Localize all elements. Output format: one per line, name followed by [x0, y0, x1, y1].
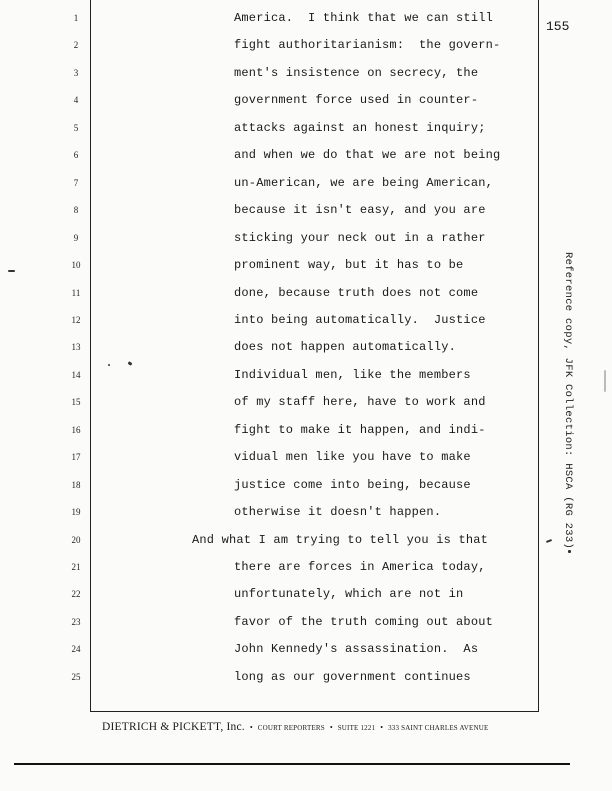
transcript-line: into being automatically. Justice: [234, 312, 486, 327]
reference-copy-stamp: Reference copy, JFK Collection: HSCA (RG 233): [562, 252, 574, 550]
bullet-separator: •: [329, 723, 333, 732]
transcript-line: justice come into being, because: [234, 477, 471, 492]
transcript-line: favor of the truth coming out about: [234, 614, 494, 629]
transcript-line: and when we do that we are not being: [234, 148, 501, 163]
bullet-separator: •: [380, 723, 384, 732]
transcript-line: because it isn't easy, and you are: [234, 203, 486, 218]
transcript-line: fight to make it happen, and indi-: [234, 422, 486, 437]
line-number: 19: [71, 507, 81, 518]
transcript-line: And what I am trying to tell you is that: [192, 532, 489, 547]
line-number: 10: [71, 260, 81, 271]
line-number: 17: [71, 452, 81, 463]
transcript-line: government force used in counter-: [234, 93, 479, 108]
transcript-line: otherwise it doesn't happen.: [234, 505, 442, 520]
line-number: 5: [73, 122, 79, 133]
scan-speck: [546, 539, 552, 543]
bottom-margin-rule: [90, 711, 539, 712]
transcript-line: un-American, we are being American,: [234, 175, 494, 190]
line-number: 12: [71, 314, 81, 325]
line-number: 25: [71, 671, 81, 682]
line-number: 23: [71, 616, 81, 627]
scan-speck: [568, 550, 571, 553]
scan-speck: [8, 270, 15, 272]
transcript-line: long as our government continues: [234, 669, 471, 684]
scan-speck: [128, 361, 133, 366]
line-number: 1: [73, 13, 79, 23]
line-number: 16: [71, 424, 81, 435]
line-number: 3: [73, 67, 79, 78]
line-number: 21: [71, 562, 81, 572]
transcript-line: America. I think that we can still: [234, 11, 494, 25]
address-label: 333 SAINT CHARLES AVENUE: [388, 724, 489, 732]
bullet-separator: •: [249, 723, 253, 732]
transcript-line: fight authoritarianism: the govern-: [234, 38, 501, 53]
transcript-line: of my staff here, have to work and: [234, 395, 486, 410]
line-number: 11: [71, 287, 81, 298]
transcript-line: Individual men, like the members: [234, 367, 471, 382]
line-number: 24: [71, 644, 81, 655]
scan-speck: [108, 364, 110, 366]
line-number: 14: [71, 369, 81, 380]
transcript-line: unfortunately, which are not in: [234, 587, 464, 602]
line-number: 13: [71, 342, 81, 353]
transcript-line: John Kennedy's assassination. As: [234, 642, 479, 657]
line-number: 2: [73, 40, 79, 51]
transcript-line: attacks against an honest inquiry;: [234, 120, 486, 135]
line-number: 18: [71, 479, 81, 490]
transcript-line: ment's insistence on secrecy, the: [234, 65, 479, 80]
line-number: 7: [73, 177, 79, 188]
line-number: 20: [71, 534, 81, 545]
court-reporter-footer: [102, 717, 489, 735]
court-reporters-label: COURT REPORTERS: [257, 724, 325, 732]
transcript-line: there are forces in America today,: [234, 560, 486, 574]
left-margin-rule: [90, 0, 91, 712]
line-number: 9: [73, 232, 79, 243]
transcript-line: does not happen automatically.: [234, 340, 457, 355]
transcript-line: sticking your neck out in a rather: [234, 230, 486, 245]
firm-name: DIETRICH & PICKETT, Inc.: [102, 721, 245, 733]
line-number: 6: [73, 150, 79, 161]
line-number: 8: [73, 205, 79, 216]
page-bottom-rule: [14, 763, 570, 765]
line-number: 4: [73, 95, 79, 106]
right-margin-rule: [538, 0, 539, 712]
page-number: 155: [546, 19, 570, 34]
transcript-line: prominent way, but it has to be: [234, 258, 464, 273]
suite-label: SUITE 1221: [337, 724, 376, 732]
transcript-line: vidual men like you have to make: [234, 450, 471, 465]
line-number: 22: [71, 589, 81, 600]
line-number: 15: [71, 397, 81, 408]
transcript-line: done, because truth does not come: [234, 285, 479, 300]
scan-speck: [604, 370, 606, 392]
